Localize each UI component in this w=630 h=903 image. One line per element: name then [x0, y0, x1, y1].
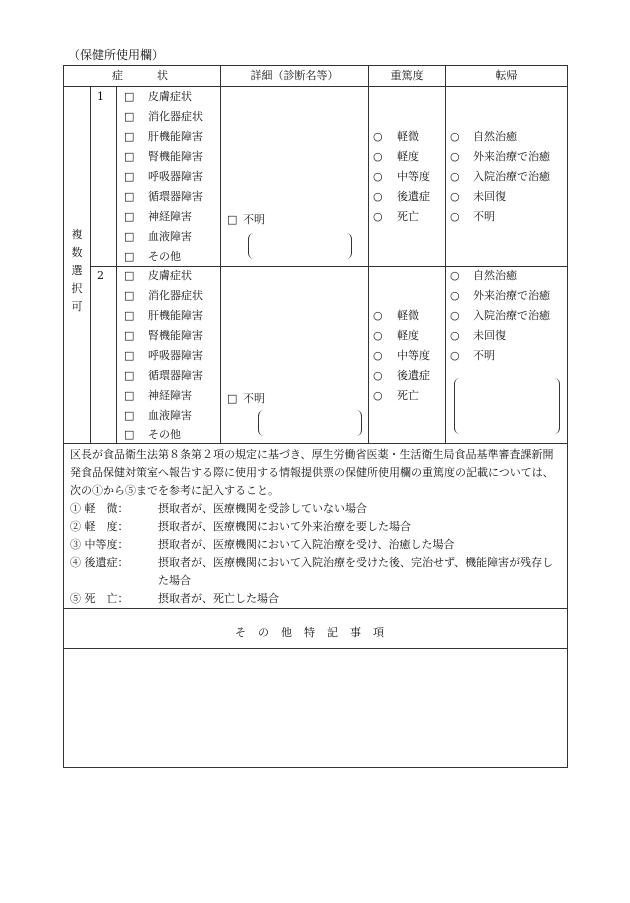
symptom-checkbox[interactable]: □ [124, 90, 135, 103]
symptom-label: 消化器症状 [148, 110, 203, 123]
symptom-label: その他 [148, 250, 181, 263]
outcome-radio[interactable]: ○ [450, 289, 460, 302]
outcome-radio[interactable]: ○ [450, 309, 460, 322]
col-number-divider [116, 86, 117, 443]
symptom-label: その他 [148, 428, 181, 441]
outcome-label: 未回復 [473, 329, 506, 342]
outcome-radio[interactable]: ○ [450, 190, 460, 203]
symptom-checkbox[interactable]: □ [124, 309, 135, 322]
outcome-label: 外来治療で治癒 [473, 289, 550, 302]
severity-radio[interactable]: ○ [373, 130, 383, 143]
outcome-radio[interactable]: ○ [450, 130, 460, 143]
notes-divider [64, 443, 567, 444]
outcome-radio[interactable]: ○ [450, 329, 460, 342]
symptom-checkbox[interactable]: □ [124, 349, 135, 362]
symptom-label: 循環器障害 [148, 190, 203, 203]
symptom-label: 循環器障害 [148, 369, 203, 382]
outcome-radio[interactable]: ○ [450, 150, 460, 163]
symptom-label: 皮膚症状 [148, 269, 192, 282]
outcome-label: 自然治癒 [473, 130, 517, 143]
severity-radio[interactable]: ○ [373, 369, 383, 382]
note-item: ① 軽 微： 摂取者が、医療機関を受診していない場合 [70, 502, 367, 515]
severity-label: 死亡 [397, 210, 419, 223]
symptom-checkbox[interactable]: □ [124, 369, 135, 382]
severity-label: 軽微 [397, 130, 419, 143]
symptom-label: 神経障害 [148, 210, 192, 223]
detail-unknown-checkbox[interactable]: □ [227, 213, 238, 226]
outcome-radio[interactable]: ○ [450, 349, 460, 362]
severity-notes [70, 446, 562, 608]
header-outcome: 転帰 [495, 69, 518, 82]
severity-radio[interactable]: ○ [373, 150, 383, 163]
severity-radio[interactable]: ○ [373, 329, 383, 342]
note-item: ⑤ 死 亡： 摂取者が、死亡した場合 [70, 592, 279, 605]
col-multi-divider [90, 86, 91, 443]
symptom-checkbox[interactable]: □ [124, 150, 135, 163]
severity-label: 軽微 [397, 309, 419, 322]
severity-label: 死亡 [397, 389, 419, 402]
group-divider [90, 266, 567, 267]
special-top-divider [64, 608, 567, 609]
severity-radio[interactable]: ○ [373, 309, 383, 322]
outcome-label: 未回復 [473, 190, 506, 203]
header-symptom: 症 状 [112, 69, 172, 82]
outcome-label: 不明 [473, 349, 495, 362]
outcome-input-bracket[interactable] [454, 378, 560, 434]
outcome-radio[interactable]: ○ [450, 210, 460, 223]
severity-radio[interactable]: ○ [373, 210, 383, 223]
outcome-label: 外来治療で治癒 [473, 150, 550, 163]
symptom-checkbox[interactable]: □ [124, 190, 135, 203]
detail-unknown-label: 不明 [243, 392, 265, 405]
symptom-checkbox[interactable]: □ [124, 428, 135, 441]
detail-input-bracket[interactable] [248, 233, 352, 259]
symptom-label: 肝機能障害 [148, 130, 203, 143]
symptom-checkbox[interactable]: □ [124, 329, 135, 342]
symptom-checkbox[interactable]: □ [124, 130, 135, 143]
severity-label: 中等度 [397, 349, 430, 362]
header-divider [64, 86, 567, 87]
special-notes-area[interactable] [64, 649, 567, 767]
special-notes-heading: その他特記事項 [235, 626, 396, 639]
note-item: ③ 中等度： 摂取者が、医療機関において入院治療を受け、治癒した場合 [70, 538, 455, 551]
severity-label: 軽度 [397, 150, 419, 163]
symptom-label: 腎機能障害 [148, 329, 203, 342]
detail-input-bracket[interactable] [258, 410, 362, 436]
symptom-label: 神経障害 [148, 389, 192, 402]
symptom-label: 呼吸器障害 [148, 170, 203, 183]
severity-label: 後遺症 [397, 190, 430, 203]
col-symptom-divider [220, 66, 221, 443]
symptom-checkbox[interactable]: □ [124, 230, 135, 243]
symptom-checkbox[interactable]: □ [124, 170, 135, 183]
outcome-label: 入院治療で治癒 [473, 309, 550, 322]
severity-label: 軽度 [397, 329, 419, 342]
symptom-label: 呼吸器障害 [148, 349, 203, 362]
multi-select-label: 複 数 選 択 可 [71, 228, 83, 313]
severity-radio[interactable]: ○ [373, 190, 383, 203]
symptom-checkbox[interactable]: □ [124, 110, 135, 123]
symptom-checkbox[interactable]: □ [124, 409, 135, 422]
outcome-label: 自然治癒 [473, 269, 517, 282]
symptom-label: 血液障害 [148, 230, 192, 243]
severity-radio[interactable]: ○ [373, 389, 383, 402]
symptom-checkbox[interactable]: □ [124, 269, 135, 282]
symptom-checkbox[interactable]: □ [124, 389, 135, 402]
symptom-checkbox[interactable]: □ [124, 210, 135, 223]
severity-label: 後遺症 [397, 369, 430, 382]
group-2-number: 2 [97, 269, 104, 282]
group-1-number: 1 [97, 90, 104, 103]
note-item: ④ 後遺症： 摂取者が、医療機関において入院治療を受けた後、完治せず、機能障害が残存した場合 [70, 556, 554, 587]
header-detail: 詳細（診断名等） [250, 69, 339, 82]
notes-intro: 区長が食品衛生法第８条第２項の規定に基づき、厚生労働省医薬・生活衛生局食品基準審査課新開発食品保健対策室へ報告する際に使用する情報提供票の保健所使用欄の重篤度の記載については、次の①から⑤までを参考に記入すること。 [70, 448, 554, 497]
col-severity-divider [445, 66, 446, 443]
symptom-label: 腎機能障害 [148, 150, 203, 163]
symptom-label: 肝機能障害 [148, 309, 203, 322]
symptom-label: 皮膚症状 [148, 90, 192, 103]
symptom-checkbox[interactable]: □ [124, 289, 135, 302]
note-item: ② 軽 度： 摂取者が、医療機関において外来治療を要した場合 [70, 520, 411, 533]
header-severity: 重篤度 [390, 69, 424, 82]
symptom-label: 血液障害 [148, 409, 192, 422]
detail-unknown-checkbox[interactable]: □ [227, 392, 238, 405]
outcome-radio[interactable]: ○ [450, 269, 460, 282]
form-title: （保健所使用欄） [68, 48, 165, 62]
col-detail-divider [368, 66, 369, 443]
severity-radio[interactable]: ○ [373, 349, 383, 362]
detail-unknown-label: 不明 [243, 213, 265, 226]
outcome-radio[interactable]: ○ [450, 170, 460, 183]
severity-radio[interactable]: ○ [373, 170, 383, 183]
outcome-label: 入院治療で治癒 [473, 170, 550, 183]
health-center-form [63, 65, 568, 768]
severity-label: 中等度 [397, 170, 430, 183]
symptom-label: 消化器症状 [148, 289, 203, 302]
symptom-checkbox[interactable]: □ [124, 250, 135, 263]
outcome-label: 不明 [473, 210, 495, 223]
